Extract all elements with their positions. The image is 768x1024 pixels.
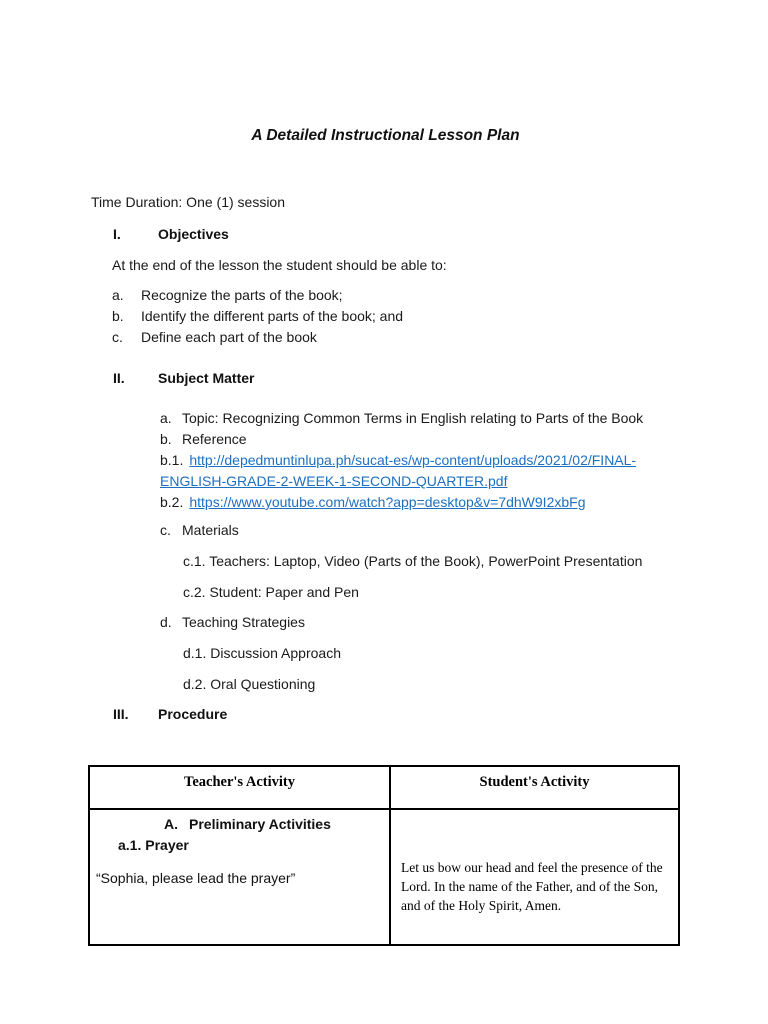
list-item-marker: b. <box>160 431 172 447</box>
list-item-marker: a. <box>112 287 124 303</box>
table-header-row <box>89 766 679 809</box>
reference-link-pdf[interactable]: http://depedmuntinlupa.ph/sucat-es/wp-content/uploads/2021/02/FINAL- <box>189 452 637 468</box>
strategy-line-1: d.1. Discussion Approach <box>183 645 341 661</box>
strategies-label: Teaching Strategies <box>182 614 305 630</box>
reference-entry-label: b.1. <box>160 452 184 468</box>
preliminary-activities-heading <box>164 814 381 835</box>
strategy-line-2: d.2. Oral Questioning <box>183 676 316 692</box>
teacher-activity-cell <box>89 809 390 945</box>
reference-link-pdf-wrap[interactable]: ENGLISH-GRADE-2-WEEK-1-SECOND-QUARTER.pdf <box>160 473 508 489</box>
section-numeral: III. <box>113 706 129 722</box>
page-title: A Detailed Instructional Lesson Plan <box>251 127 520 144</box>
list-item-marker: b. <box>112 308 124 324</box>
list-item-marker: c. <box>160 522 171 538</box>
objectives-intro: At the end of the lesson the student should be able to: <box>112 257 447 273</box>
topic-text: Topic: Recognizing Common Terms in English relating to Parts of the Book <box>182 410 644 426</box>
strategies-block <box>160 612 680 633</box>
list-item-marker: c. <box>112 329 123 345</box>
section-label: Subject Matter <box>158 370 255 386</box>
column-header-teacher-activity: Teacher's Activity <box>89 766 390 809</box>
section-heading-procedure <box>91 704 680 725</box>
procedure-table <box>88 765 680 946</box>
list-item <box>112 327 680 348</box>
section-label: Procedure <box>158 706 228 722</box>
student-activity-cell <box>390 809 679 945</box>
reference-label: Reference <box>182 431 247 447</box>
list-item-text: Define each part of the book <box>141 329 317 345</box>
list-item-text: Recognize the parts of the book; <box>141 287 343 303</box>
strategies-item <box>160 612 680 633</box>
materials-student-line: c.2. Student: Paper and Pen <box>183 584 359 600</box>
reference-entry-label: b.2. <box>160 494 184 510</box>
prayer-subheading: a.1. Prayer <box>118 837 189 853</box>
reference-entry-2 <box>160 492 680 513</box>
student-response-text: Let us bow our head and feel the presence of the Lord. In the name of the Father, and of the Son, and of the Holy Spirit, Amen. <box>401 860 663 913</box>
list-item <box>112 306 680 327</box>
teacher-dialogue: “Sophia, please lead the prayer” <box>96 870 296 886</box>
materials-teacher-line: c.1. Teachers: Laptop, Video (Parts of the Book), PowerPoint Presentation <box>183 553 643 569</box>
subject-matter-list <box>160 408 680 541</box>
list-item-text: Identify the different parts of the book; and <box>141 308 404 324</box>
reference-entry-1 <box>160 450 680 492</box>
list-item-marker: a. <box>160 410 172 426</box>
section-heading-subject-matter <box>91 368 680 389</box>
reference-link-youtube[interactable]: https://www.youtube.com/watch?app=desktop&v=7dhW9I2xbFg <box>189 494 586 510</box>
topic-item <box>160 408 680 429</box>
heading-marker: A. <box>164 816 178 832</box>
section-numeral: II. <box>113 370 125 386</box>
time-duration-text: Time Duration: One (1) session <box>91 194 285 210</box>
list-item <box>112 285 680 306</box>
column-header-student-activity: Student's Activity <box>390 766 679 809</box>
section-label: Objectives <box>158 226 229 242</box>
materials-label: Materials <box>182 522 239 538</box>
materials-item <box>160 520 680 541</box>
table-row <box>89 809 679 945</box>
heading-text: Preliminary Activities <box>189 816 331 832</box>
section-heading-objectives <box>91 224 680 245</box>
reference-item <box>160 429 680 450</box>
list-item-marker: d. <box>160 614 172 630</box>
objectives-list <box>91 285 680 348</box>
section-numeral: I. <box>113 226 121 242</box>
